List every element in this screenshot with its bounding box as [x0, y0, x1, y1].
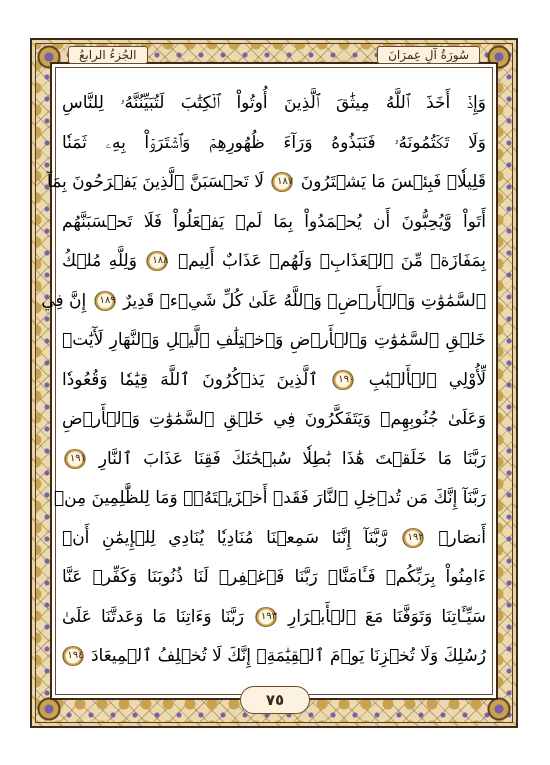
- ayah-number-marker: ١٨٩: [94, 291, 116, 311]
- ayah-number-marker: ١٨٨: [146, 251, 168, 271]
- verse-line: [62, 84, 486, 124]
- verse-line: [62, 203, 486, 243]
- verse-text: وَلِلَّهِ مُلۡكُ: [62, 251, 137, 271]
- verse-line: [62, 242, 486, 282]
- verse-line: [62, 321, 486, 361]
- ayah-number-marker: ١٩٣: [255, 607, 277, 627]
- verse-text: أَتَواْ وَّيُحِبُّونَ أَن يُحۡمَدُواْ بِمَا لَمۡ يَفۡعَلُواْ فَلَا تَحۡسَبَنَّهُم: [62, 211, 486, 232]
- juz-label: الجُزءُ الرابعُ: [68, 46, 148, 64]
- surah-label: سُورَةُ آلِ عِمرَانَ: [377, 46, 480, 64]
- page-header: [50, 44, 498, 66]
- verse-text: رُسُلِكَ وَلَا تُخۡزِنَا يَوۡمَ ٱلۡقِيَٰمَةِۖ إِنَّكَ لَا تُخۡلِفُ ٱلۡمِيعَادَ: [90, 646, 486, 666]
- verse-text: بِمَفَازَةٖ مِّنَ ٱلۡعَذَابِۖ وَلَهُمۡ عَذَابٌ أَلِيمٞ: [177, 251, 487, 271]
- ayah-number-marker: ١٩٤: [62, 646, 84, 666]
- verse-text: رَبَّنَا مَا خَلَقۡتَ هَٰذَا بَٰطِلٗا سُبۡحَٰنَكَ فَقِنَا عَذَابَ ٱلنَّارِ: [98, 448, 487, 469]
- verse-text: رَبَّنَا وَءَاتِنَا مَا وَعَدتَّنَا عَلَىٰ: [62, 606, 244, 627]
- verse-text: خَلۡقِ ٱلسَّمَٰوَٰتِ وَٱلۡأَرۡضِ وَٱخۡتِلَٰفِ ٱلَّيۡلِ وَٱلنَّهَارِ لَأٓيَٰتٖ: [62, 330, 486, 350]
- verse-text: رَبَّنَآ إِنَّكَ مَن تُدۡخِلِ ٱلنَّارَ فَقَدۡ أَخۡزَيۡتَهُۥۖ وَمَا لِلظَّٰلِمِينَ مِنۡ: [53, 488, 486, 508]
- verse-text: وَلَا تَكۡتُمُونَهُۥ فَنَبَذُوهُ وَرَآءَ ظُهُورِهِمۡ وَٱشۡتَرَوۡاْ بِهِۦ ثَمَنٗا: [62, 132, 486, 153]
- verse-line: [41, 282, 486, 322]
- verse-text: لَا تَحۡسَبَنَّ ٱلَّذِينَ يَفۡرَحُونَ بِمَآ: [47, 172, 264, 192]
- verse-line: [62, 519, 486, 559]
- verse-text: ءَامِنُواْ بِرَبِّكُمۡ فَـَٔامَنَّاۚ رَبَّنَا فَٱغۡفِرۡ لَنَا ذُنُوبَنَا وَكَفِّرۡ عَنَّا: [62, 567, 486, 587]
- verse-line: [53, 479, 486, 519]
- verse-text: أَنصَارٖ: [438, 527, 486, 548]
- verse-text: قَلِيلٗاۖ فَبِئۡسَ مَا يَشۡتَرُونَ: [300, 172, 486, 192]
- verse-line: [47, 163, 486, 203]
- verse-line: [62, 637, 486, 677]
- ayah-number-marker: ١٨٧: [271, 172, 293, 192]
- ayah-number-marker: ١٩٢: [402, 528, 424, 548]
- verse-text: ٱلسَّمَٰوَٰتِ وَٱلۡأَرۡضِۗ وَٱللَّهُ عَلَىٰ كُلِّ شَيۡءٖ قَدِيرٌ: [123, 290, 486, 311]
- verse-line: [62, 598, 486, 638]
- ayah-number-marker: ١٩٠: [332, 370, 354, 390]
- verse-text: ٱلَّذِينَ يَذۡكُرُونَ ٱللَّهَ قِيَٰمٗا وَقُعُودٗا: [62, 369, 319, 390]
- verse-text: رَّبَّنَآ إِنَّنَا سَمِعۡنَا مُنَادِيٗا يُنَادِي لِلۡإِيمَٰنِ أَنۡ: [62, 527, 388, 548]
- page-number: ٧٥: [240, 686, 310, 714]
- verse-line: [62, 361, 486, 401]
- verse-line: [62, 400, 486, 440]
- quran-text: [41, 84, 487, 677]
- verse-line: [62, 440, 486, 480]
- verse-line: [62, 124, 486, 164]
- verse-text: وَعَلَىٰ جُنُوبِهِمۡ وَيَتَفَكَّرُونَ فِي خَلۡقِ ٱلسَّمَٰوَٰتِ وَٱلۡأَرۡضِ: [62, 409, 486, 429]
- verse-text: إِنَّ فِي: [41, 290, 87, 311]
- ayah-number-marker: ١٩١: [64, 449, 86, 469]
- verse-text: وَإِذۡ أَخَذَ ٱللَّهُ مِيثَٰقَ ٱلَّذِينَ أُوتُواْ ٱلۡكِتَٰبَ لَتُبَيِّنُنَّهُۥ لِلنَّاسِ: [62, 93, 486, 113]
- verse-text: سَيِّـَٔاتِنَا وَتَوَفَّنَا مَعَ ٱلۡأَبۡرَارِ: [288, 606, 487, 627]
- verse-line: [62, 558, 486, 598]
- verse-text: لِّأُوْلِي ٱلۡأَلۡبَٰبِ: [368, 369, 487, 390]
